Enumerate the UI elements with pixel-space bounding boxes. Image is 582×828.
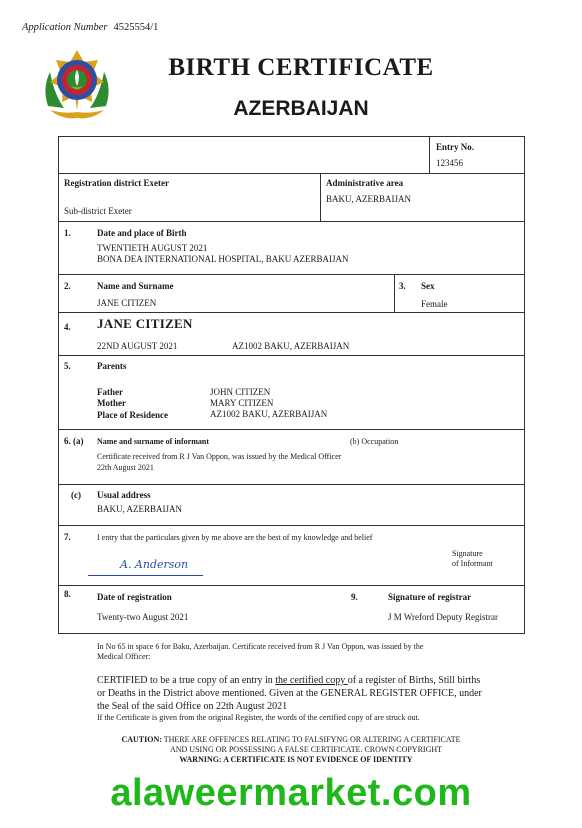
registration-district: Registration district Exeter: [64, 178, 169, 188]
residence-label: Place of Residence: [97, 410, 168, 420]
certified-line-1: [97, 675, 480, 687]
registrar-name: J M Wreford Deputy Registrar: [388, 612, 498, 622]
application-number: [22, 22, 158, 33]
section-6a-number: 6. (a): [64, 436, 84, 446]
section-7-number: 7.: [64, 532, 71, 542]
informant-date: 22th August 2021: [97, 463, 154, 472]
section-8-number: 8.: [64, 589, 71, 599]
informant-label: Name and surname of informant: [97, 437, 209, 446]
document-title: BIRTH CERTIFICATE: [168, 54, 434, 81]
residence-value: AZ1002 BAKU, AZERBAIJAN: [210, 409, 328, 419]
mother-name: MARY CITIZEN: [210, 398, 274, 408]
section-9-number: 9.: [351, 592, 358, 602]
registrar-signature-label: Signature of registrar: [388, 592, 472, 602]
section-6c-number: (c): [71, 490, 81, 500]
occupation-label: (b) Occupation: [350, 437, 399, 446]
father-label: Father: [97, 387, 123, 397]
informant-signature: A. Anderson: [120, 558, 189, 571]
informant-text: Certificate received from R J Van Oppon, was issued by the Medical Officer: [97, 452, 342, 461]
child-name: JANE CITIZEN: [97, 316, 193, 331]
birth-place: BONA DEA INTERNATIONAL HOSPITAL, BAKU AZERBAIJAN: [97, 254, 349, 264]
usual-address-value: BAKU, AZERBAIJAN: [97, 504, 183, 514]
cert-text-a: CERTIFIED to be a true copy of an entry in: [97, 675, 276, 686]
entry-value: 123456: [436, 158, 463, 168]
certified-line-3: the Seal of the said Office on 22th August 2021: [97, 701, 288, 712]
informant-label-2: of Informant: [452, 559, 493, 568]
caution-label: CAUTION:: [121, 735, 162, 744]
signature-line: [88, 575, 203, 576]
admin-area-value: BAKU, AZERBAIJAN: [326, 194, 412, 204]
caution-text-1: THERE ARE OFFENCES RELATING TO FALSIFYNG OR ALTERING A CERTIFICATE: [163, 735, 461, 744]
warning-line: WARNING: A CERTIFICATE IS NOT EVIDENCE OF IDENTITY: [179, 755, 413, 764]
certified-line-4: If the Certificate is given from the original Register, the words of the certified copy of are struck out.: [97, 713, 420, 722]
usual-address-label: Usual address: [97, 490, 151, 500]
sex-label: Sex: [421, 281, 435, 291]
birth-date-place-label: Date and place of Birth: [97, 228, 187, 238]
section-2-number: 2.: [64, 281, 71, 291]
sex-value: Female: [421, 299, 448, 309]
admin-area-label: Administrative area: [326, 178, 404, 188]
cert-text-c: of a register of Births, Still births: [347, 675, 481, 686]
application-label: Application Number: [22, 22, 108, 33]
section-4-place: AZ1002 BAKU, AZERBAIJAN: [232, 341, 350, 351]
footer-note-1: In No 65 in space 6 for Baku, Azerbaijan. Certificate received from R J Van Oppon, was issued by the: [97, 642, 424, 651]
entry-label: Entry No.: [436, 142, 474, 152]
watermark-text: alaweermarket.com: [110, 772, 472, 814]
section-3-number: 3.: [399, 281, 406, 291]
section-1-number: 1.: [64, 228, 71, 238]
mother-label: Mother: [97, 398, 126, 408]
section-5-number: 5.: [64, 361, 71, 371]
signature-label: Signature: [452, 549, 483, 558]
caution-line-2: AND USING OR POSSESSING A FALSE CERTIFICATE. CROWN COPYRIGHT: [169, 745, 443, 754]
country-title: AZERBAIJAN: [233, 97, 369, 120]
caution-line-1: [0, 735, 582, 745]
parents-label: Parents: [97, 361, 127, 371]
name-surname-label: Name and Surname: [97, 281, 174, 291]
footer-note-2: Medical Officer:: [97, 652, 151, 661]
sub-district: Sub-district Exeter: [64, 206, 132, 216]
cert-text-b: the certified copy: [275, 675, 348, 686]
certified-line-2: or Deaths in the District above mentioned. Given at the GENERAL REGISTER OFFICE, under: [97, 688, 482, 699]
registration-date-label: Date of registration: [97, 592, 172, 602]
declaration-text: I entry that the particulars given by me above are the best of my knowledge and belief: [97, 533, 373, 542]
certificate-form: [58, 136, 525, 634]
father-name: JOHN CITIZEN: [210, 387, 271, 397]
section-4-date: 22ND AUGUST 2021: [97, 341, 178, 351]
registration-date-value: Twenty-two August 2021: [97, 612, 189, 622]
section-4-number: 4.: [64, 322, 71, 332]
birth-date: TWENTIETH AUGUST 2021: [97, 243, 208, 253]
name-surname-value: JANE CITIZEN: [97, 298, 157, 308]
application-number-value: 4525554/1: [113, 22, 159, 33]
